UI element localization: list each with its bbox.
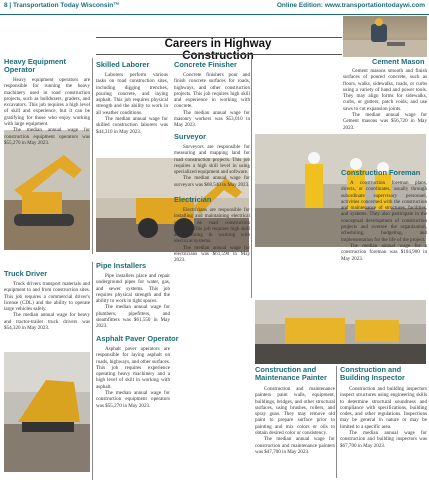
paragraph: Laborers perform various tasks on road construction sites, including digging trenches, pouring concrete, and laying asphalt. This job requires physical strength and the ability to work in all weather conditions.: [96, 72, 168, 116]
paragraph: Asphalt paver operators are responsible for laying asphalt on roads, highways, and other surfaces. This job requires experience operating heavy machinery and a high level of skill in working with asphalt.: [96, 346, 170, 390]
heading-construction-building-inspector: Construction and Building Inspector: [340, 365, 405, 383]
paragraph: Truck drivers transport materials and equipment to and from construction sites. This job requires a commercial driver's license (CDL) and the ability to operate large vehicles safely.: [4, 281, 90, 313]
heading-pipe-installers: Pipe Installers: [96, 261, 147, 270]
paragraph: Cement masons smooth and finish surfaces of poured concrete, such as floors, walks, sidewalks, roads, or curbs using a variety of hand and power tools. They may align forms for sidewalks, curbs, or gutters; patch voids; and use saws to cut expansion joints.: [343, 68, 427, 112]
heading-cement-mason: Cement Mason: [372, 57, 425, 66]
heading-surveyor: Surveyor: [174, 132, 207, 141]
page-header: [0, 0, 429, 15]
paragraph: A construction foreman plans, directs, or coordinates, usually through subordinate supervisory personnel, activities concerned with the construction and maintenance of structures, facilities, and systems. They also participate in the conceptual development of construction projects and oversee the organization, scheduling, budgeting, and implementation for the life of the project.: [341, 180, 427, 243]
paver-photo: [255, 300, 426, 364]
heading-concrete-finisher: Concrete Finisher: [174, 60, 237, 69]
body-concrete-finisher: [174, 72, 250, 129]
body-surveyor: [174, 144, 250, 188]
cement-mason-photo: [343, 16, 427, 57]
paragraph: The median annual wage for surveyors was $68,540 in May 2023.: [174, 175, 250, 188]
heading-asphalt-paver-operator: Asphalt Paver Operator: [96, 334, 179, 343]
heading-skilled-laborer: Skilled Laborer: [96, 60, 150, 69]
paragraph: The median annual wage for heavy and tractor-trailer truck drivers was $54,320 in May 2023.: [4, 312, 90, 332]
body-construction-foreman: [341, 180, 427, 262]
body-construction-building-inspector: [340, 386, 427, 449]
heading-truck-driver: Truck Driver: [4, 269, 48, 278]
paragraph: Construction and maintenance painters paint walls, equipment, buildings, bridges, and other structural surfaces, using brushes, rollers, and spray guns. They may remove old paint to prepare surface prior to painting and mix colors or oils to obtain desired color or consistency.: [255, 386, 335, 437]
page-title: Careers in Highway Construction: [164, 38, 272, 62]
paragraph: Heavy equipment operators are responsible for running the heavy machinery used in road construction projects, such as bulldozers, graders, and excavators. This job requires a high level of skill and experience, but it can be gratifying for those who enjoy working with large equipment.: [4, 77, 90, 128]
body-asphalt-paver-operator: [96, 346, 170, 409]
excavator-illustration: [4, 130, 90, 250]
paragraph: The median annual wage for Cement masons was $56,720 in May 2023.: [343, 112, 427, 131]
paragraph: The median annual wage for masonry workers was $53,010 in May 2023.: [174, 109, 250, 129]
paragraph: The median annual wage for construction and maintenance painters was $47,700 in May 2023.: [255, 436, 335, 455]
truck-illustration: [4, 352, 90, 472]
heading-construction-maintenance-painter: Construction and Maintenance Painter: [255, 365, 327, 383]
paragraph: The median annual wage for construction and building inspectors was $67,700 in May 2023.: [340, 430, 427, 449]
excavator-photo: [4, 130, 90, 250]
page-label: 8 | Transportation Today Wisconsin™: [4, 2, 120, 9]
paragraph: Surveyors are responsible for measuring and mapping land for road construction projects. This job requires a high skill level in using specialized equipment and software.: [174, 144, 250, 176]
paragraph: The median annual wage for plumbers, pipefitters, and steamfitters was $61,550 in May 2023.: [96, 304, 170, 330]
paragraph: Construction and building inspectors inspect structures using engineering skills to determine structural soundness and compliance with specifications, building codes, and other regulations. Inspections may be general in nature or may be limited to a specific area.: [340, 386, 427, 430]
paragraph: The median annual wage for skilled construction laborers was $44,310 in May 2023.: [96, 116, 168, 135]
paragraph: The median annual wage for a construction foreman was $104,900 in May 2023.: [341, 242, 427, 262]
body-cement-mason: [343, 68, 427, 131]
site-url: Online Edition: www.transportationtodaywi.com: [276, 2, 425, 9]
column-divider: [92, 262, 93, 480]
title-rule-bottom: [96, 54, 342, 55]
heading-construction-foreman: Construction Foreman: [341, 168, 421, 177]
body-electrician: [174, 207, 250, 264]
heading-heavy-equipment-operator: Heavy Equipment Operator: [4, 57, 67, 75]
column-divider: [251, 58, 252, 298]
body-construction-maintenance-painter: [255, 386, 335, 455]
paragraph: The median annual wage for construction equipment operators was $55,270 in May 2023.: [4, 127, 90, 146]
heading-electrician: Electrician: [174, 195, 212, 204]
paragraph: Electricians are responsible for installing and maintaining electrical systems on road construction projects. This job requires high skill and training in working with electrical systems.: [174, 207, 250, 245]
truck-photo: [4, 352, 90, 472]
title-rule-top: [96, 37, 342, 38]
body-skilled-laborer: [96, 72, 168, 135]
body-heavy-equipment-operator: [4, 77, 90, 146]
column-divider: [92, 58, 93, 254]
body-pipe-installers: [96, 273, 170, 330]
paver-illustration: [255, 300, 426, 364]
cement-mason-illustration: [343, 16, 427, 57]
paragraph: The median annual wage for construction equipment operators was $55,270 in May 2023.: [96, 390, 170, 409]
paragraph: Pipe installers place and repair underground pipes for water, gas, and sewer systems. This job requires physical strength and the ability to work in tight spaces.: [96, 273, 170, 305]
column-divider: [336, 366, 337, 478]
body-truck-driver: [4, 281, 90, 331]
paragraph: The median annual wage for electricians was $61,590 in May 2023.: [174, 244, 250, 264]
paragraph: Concrete finishers pour and finish concrete surfaces for roads, highways, and other construction projects. This job requires high skill and experience in working with concrete.: [174, 72, 250, 110]
